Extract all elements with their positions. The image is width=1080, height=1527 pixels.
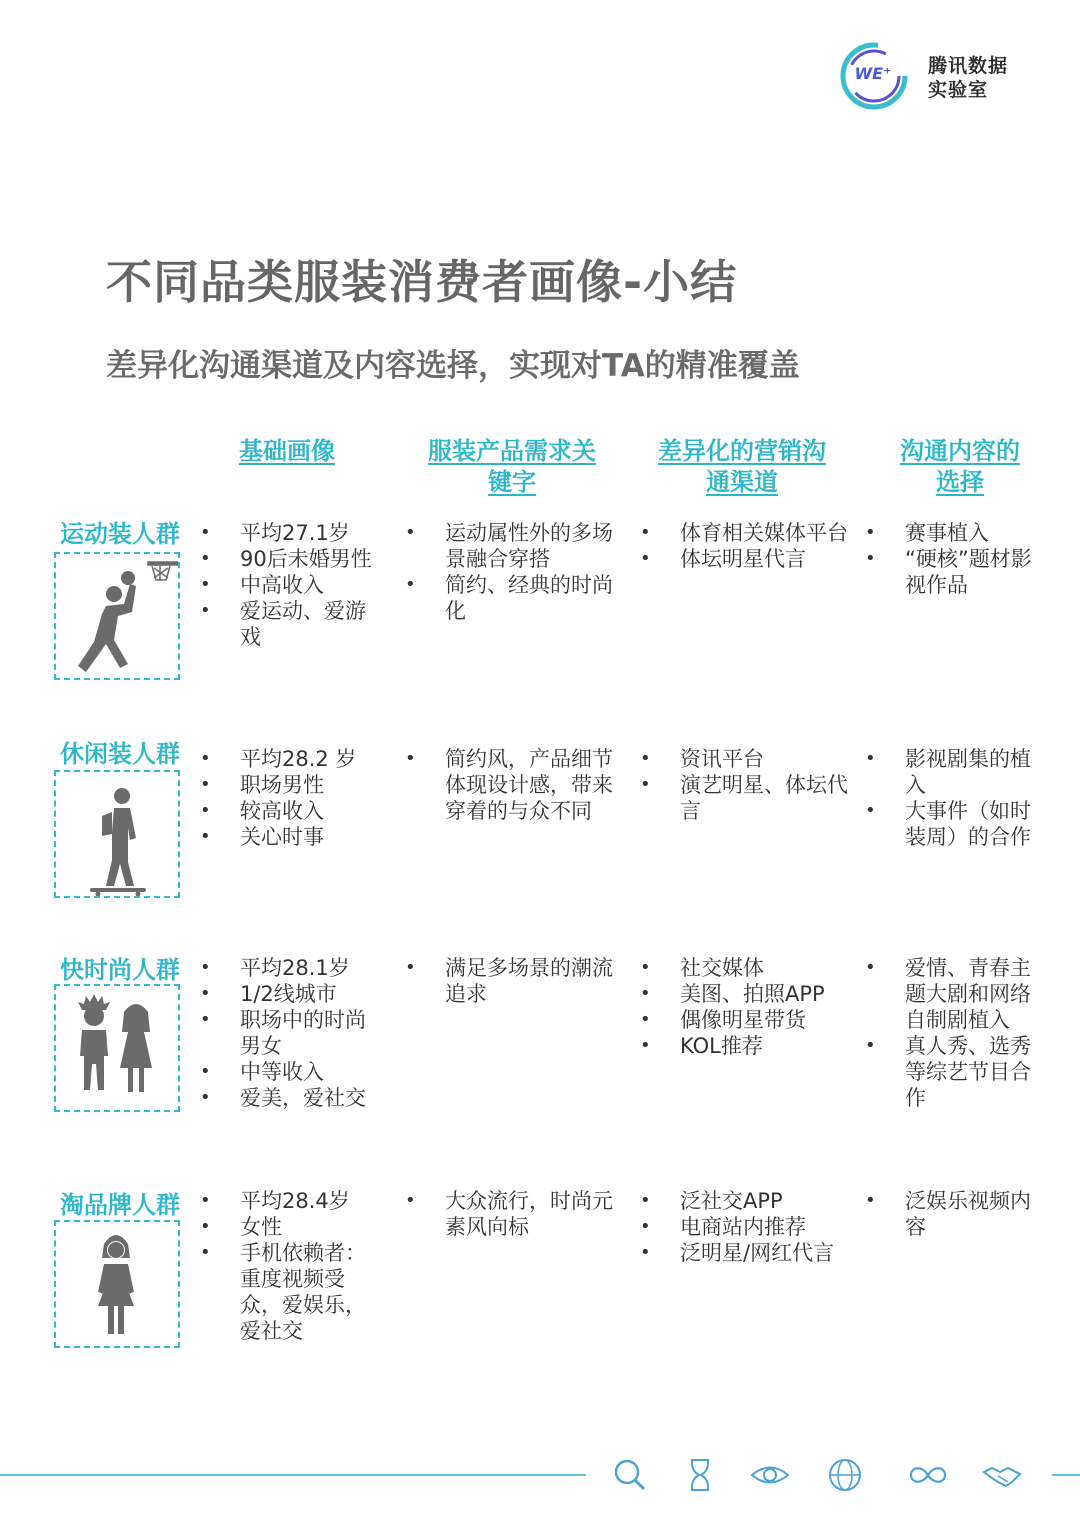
list-item: • KOL推荐 [640, 1033, 855, 1059]
list-item: • 关心时事 [200, 824, 380, 850]
needs-list-casualwear [405, 746, 615, 824]
channels-list-casualwear [640, 746, 855, 824]
segment-label-fast-fashion: 快时尚人群 [60, 956, 180, 984]
segment-image-taobao-brand [54, 1220, 180, 1348]
channels-list-sportswear [640, 520, 855, 572]
footer-divider [1052, 1474, 1080, 1476]
list-item: • 泛社交APP [640, 1188, 855, 1214]
list-item: • 简约、经典的时尚化 [405, 572, 615, 624]
list-item: • 运动属性外的多场景融合穿搭 [405, 520, 615, 572]
infinity-icon [908, 1456, 948, 1494]
list-item: • 大众流行，时尚元素风向标 [405, 1188, 615, 1240]
brand-name-line2: 实验室 [928, 79, 989, 101]
we-logo-icon [838, 40, 910, 112]
list-item: • 90后未婚男性 [200, 546, 380, 572]
list-item: • 手机依赖者：重度视频受众，爱娱乐，爱社交 [200, 1240, 380, 1344]
list-item: • 平均28.4岁 [200, 1188, 380, 1214]
search-icon [610, 1456, 650, 1494]
content-list-sportswear [865, 520, 1047, 598]
page-subtitle: 差异化沟通渠道及内容选择，实现对TA的精准覆盖 [106, 348, 800, 384]
logo-mark-text: WE⁺ [854, 64, 892, 83]
column-header-content [880, 436, 1040, 498]
column-header-channels [642, 436, 842, 498]
column-header-profile [212, 436, 362, 467]
column-header-line: 选择 [936, 468, 984, 496]
list-item: • 体育相关媒体平台 [640, 520, 855, 546]
young-couple-icon [56, 986, 178, 1110]
footer-divider [0, 1474, 586, 1476]
list-item: • 影视剧集的植入 [865, 746, 1047, 798]
list-item: • 爱运动、爱游戏 [200, 598, 380, 650]
list-item: • 1/2线城市 [200, 981, 380, 1007]
basketball-player-icon [56, 554, 178, 678]
segment-label-casualwear: 休闲装人群 [60, 740, 180, 768]
list-item: • 满足多场景的潮流追求 [405, 955, 615, 1007]
profile-list-sportswear [200, 520, 380, 650]
segment-image-casualwear [54, 770, 180, 898]
profile-list-fast-fashion [200, 955, 380, 1111]
list-item: • 职场男性 [200, 772, 380, 798]
hourglass-icon [680, 1456, 720, 1494]
column-header-line: 差异化的营销沟 [658, 437, 826, 465]
segment-label-taobao-brand: 淘品牌人群 [60, 1191, 180, 1219]
list-item: • 职场中的时尚男女 [200, 1007, 380, 1059]
channels-list-taobao-brand [640, 1188, 855, 1266]
list-item: • 赛事植入 [865, 520, 1047, 546]
list-item: • 电商站内推荐 [640, 1214, 855, 1240]
column-header-line: 沟通内容的 [900, 437, 1020, 465]
needs-list-sportswear [405, 520, 615, 624]
brand-name-line1: 腾讯数据 [928, 55, 1009, 77]
page-title: 不同品类服装消费者画像-小结 [106, 255, 738, 309]
brand-logo [838, 40, 1018, 120]
list-item: • 女性 [200, 1214, 380, 1240]
list-item: • 泛明星/网红代言 [640, 1240, 855, 1266]
list-item: • 较高收入 [200, 798, 380, 824]
handshake-icon [982, 1456, 1022, 1494]
segment-image-fast-fashion [54, 984, 180, 1112]
list-item: • 平均28.1岁 [200, 955, 380, 981]
list-item: • 爱美，爱社交 [200, 1085, 380, 1111]
profile-list-taobao-brand [200, 1188, 380, 1344]
column-header-needs [412, 436, 612, 498]
young-woman-icon [56, 1222, 178, 1346]
list-item: • 演艺明星、体坛代言 [640, 772, 855, 824]
eye-icon [750, 1456, 790, 1494]
list-item: • 真人秀、选秀等综艺节目合作 [865, 1033, 1047, 1111]
list-item: • 资讯平台 [640, 746, 855, 772]
column-header-line: 服装产品需求关 [428, 437, 596, 465]
list-item: • 中等收入 [200, 1059, 380, 1085]
content-list-taobao-brand [865, 1188, 1047, 1240]
content-list-casualwear [865, 746, 1047, 850]
skateboarder-icon [56, 772, 178, 896]
globe-icon [825, 1456, 865, 1494]
needs-list-fast-fashion [405, 955, 615, 1007]
list-item: • 简约风，产品细节体现设计感，带来穿着的与众不同 [405, 746, 615, 824]
list-item: • 美图、拍照APP [640, 981, 855, 1007]
list-item: • 中高收入 [200, 572, 380, 598]
column-header-line: 通渠道 [706, 468, 778, 496]
segment-label-sportswear: 运动装人群 [60, 520, 180, 548]
list-item: • 社交媒体 [640, 955, 855, 981]
list-item: • 泛娱乐视频内容 [865, 1188, 1047, 1240]
list-item: • 平均28.2 岁 [200, 746, 380, 772]
needs-list-taobao-brand [405, 1188, 615, 1240]
list-item: • 大事件（如时装周）的合作 [865, 798, 1047, 850]
content-list-fast-fashion [865, 955, 1047, 1111]
column-header-line: 基础画像 [239, 437, 335, 465]
list-item: • 爱情、青春主题大剧和网络自制剧植入 [865, 955, 1047, 1033]
list-item: • 偶像明星带货 [640, 1007, 855, 1033]
channels-list-fast-fashion [640, 955, 855, 1059]
profile-list-casualwear [200, 746, 380, 850]
brand-name [928, 54, 1008, 102]
list-item: • 体坛明星代言 [640, 546, 855, 572]
list-item: • 平均27.1岁 [200, 520, 380, 546]
segment-image-sportswear [54, 552, 180, 680]
column-header-line: 键字 [488, 468, 536, 496]
list-item: • “硬核”题材影视作品 [865, 546, 1047, 598]
